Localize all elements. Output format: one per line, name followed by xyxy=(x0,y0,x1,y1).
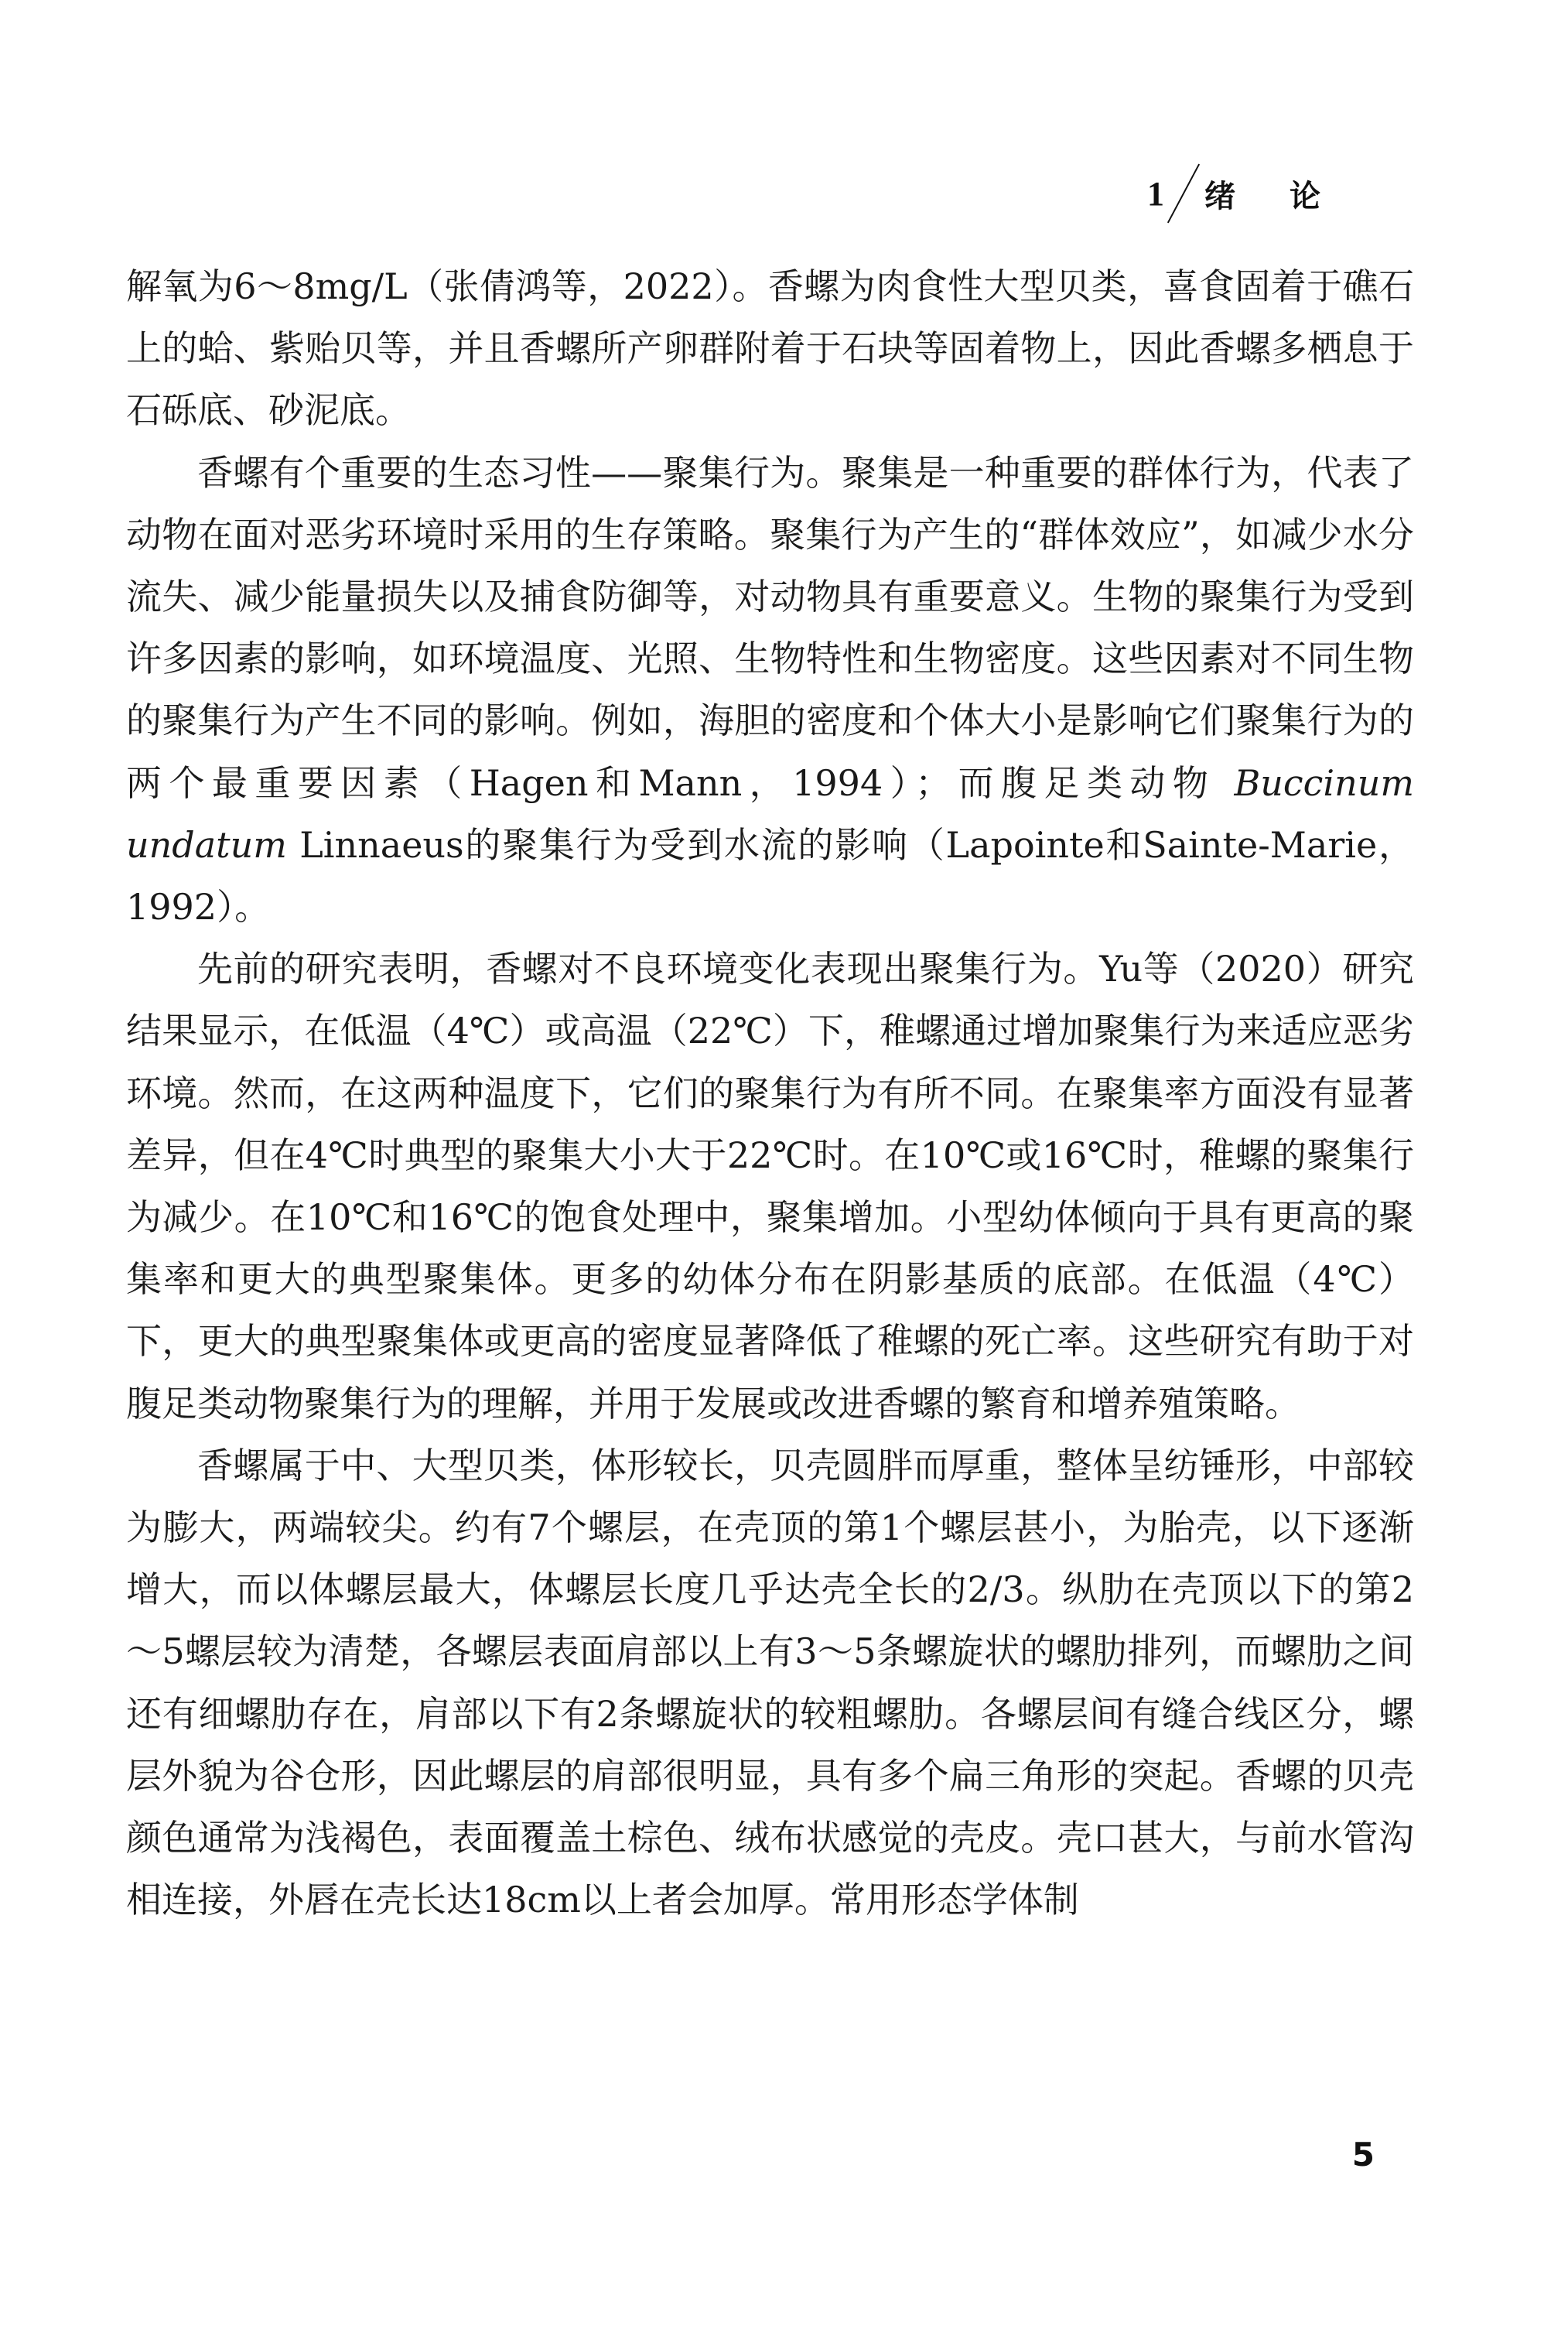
paragraph-aggregation-behavior xyxy=(126,442,1414,939)
paragraph-text-segment: Linnaeus的聚集行为受到水流的影响（Lapointe和Sainte-Marie，1992）。 xyxy=(126,823,1414,929)
body-text xyxy=(126,255,1414,1931)
chapter-number: 1 xyxy=(1147,174,1164,213)
header-slash-divider xyxy=(1167,164,1200,224)
page-number: 5 xyxy=(1351,2136,1375,2174)
chapter-title: 绪论 xyxy=(1204,178,1375,214)
paragraph-text-segment: 香螺有个重要的生态习性——聚集行为。聚集是一种重要的群体行为，代表了动物在面对恶劣环境时采用的生存策略。聚集行为产生的“群体效应”，如减少水分流失、减少能量损失以及捕食防御等，对动物具有重要意义。生物的聚集行为受到许多因素的影响，如环境温度、光照、生物特性和生物密度。这些因素对不同生物的聚集行为产生不同的影响。例如，海胆的密度和个体大小是影响它们聚集行为的两个最重要因素（Hagen和Mann，1994）；而腹足类动物 xyxy=(126,451,1414,804)
running-header xyxy=(1147,162,1375,224)
species-name-italic: Buccinum undatum xyxy=(126,761,1414,866)
paragraph-continued: 解氧为6～8mg/L（张倩鸿等，2022）。香螺为肉食性大型贝类，喜食固着于礁石上的蛤、紫贻贝等，并且香螺所产卵群附着于石块等固着物上，因此香螺多栖息于石砾底、砂泥底。 xyxy=(126,265,1414,432)
paragraph-morphology: 香螺属于中、大型贝类，体形较长，贝壳圆胖而厚重，整体呈纺锤形，中部较为膨大，两端较尖。约有7个螺层，在壳顶的第1个螺层甚小，为胎壳，以下逐渐增大，而以体螺层最大，体螺层长度几乎达壳全长的2/3。纵肋在壳顶以下的第2～5螺层较为清楚，各螺层表面肩部以上有3～5条螺旋状的螺肋排列，而螺肋之间还有细螺肋存在，肩部以下有2条螺旋状的较粗螺肋。各螺层间有缝合线区分，螺层外貌为谷仓形，因此螺层的肩部很明显，具有多个扁三角形的突起。香螺的贝壳颜色通常为浅褐色，表面覆盖土棕色、绒布状感觉的壳皮。壳口甚大，与前水管沟相连接，外唇在壳长达18cm以上者会加厚。常用形态学体制 xyxy=(126,1444,1414,1921)
paragraph-previous-research: 先前的研究表明，香螺对不良环境变化表现出聚集行为。Yu等（2020）研究结果显示，在低温（4℃）或高温（22℃）下，稚螺通过增加聚集行为来适应恶劣环境。然而，在这两种温度下，它们的聚集行为有所不同。在聚集率方面没有显著差异，但在4℃时典型的聚集大小大于22℃时。在10℃或16℃时，稚螺的聚集行为减少。在10℃和16℃的饱食处理中，聚集增加。小型幼体倾向于具有更高的聚集率和更大的典型聚集体。更多的幼体分布在阴影基质的底部。在低温（4℃）下，更大的典型聚集体或更高的密度显著降低了稚螺的死亡率。这些研究有助于对腹足类动物聚集行为的理解，并用于发展或改进香螺的繁育和增养殖策略。 xyxy=(126,948,1414,1425)
